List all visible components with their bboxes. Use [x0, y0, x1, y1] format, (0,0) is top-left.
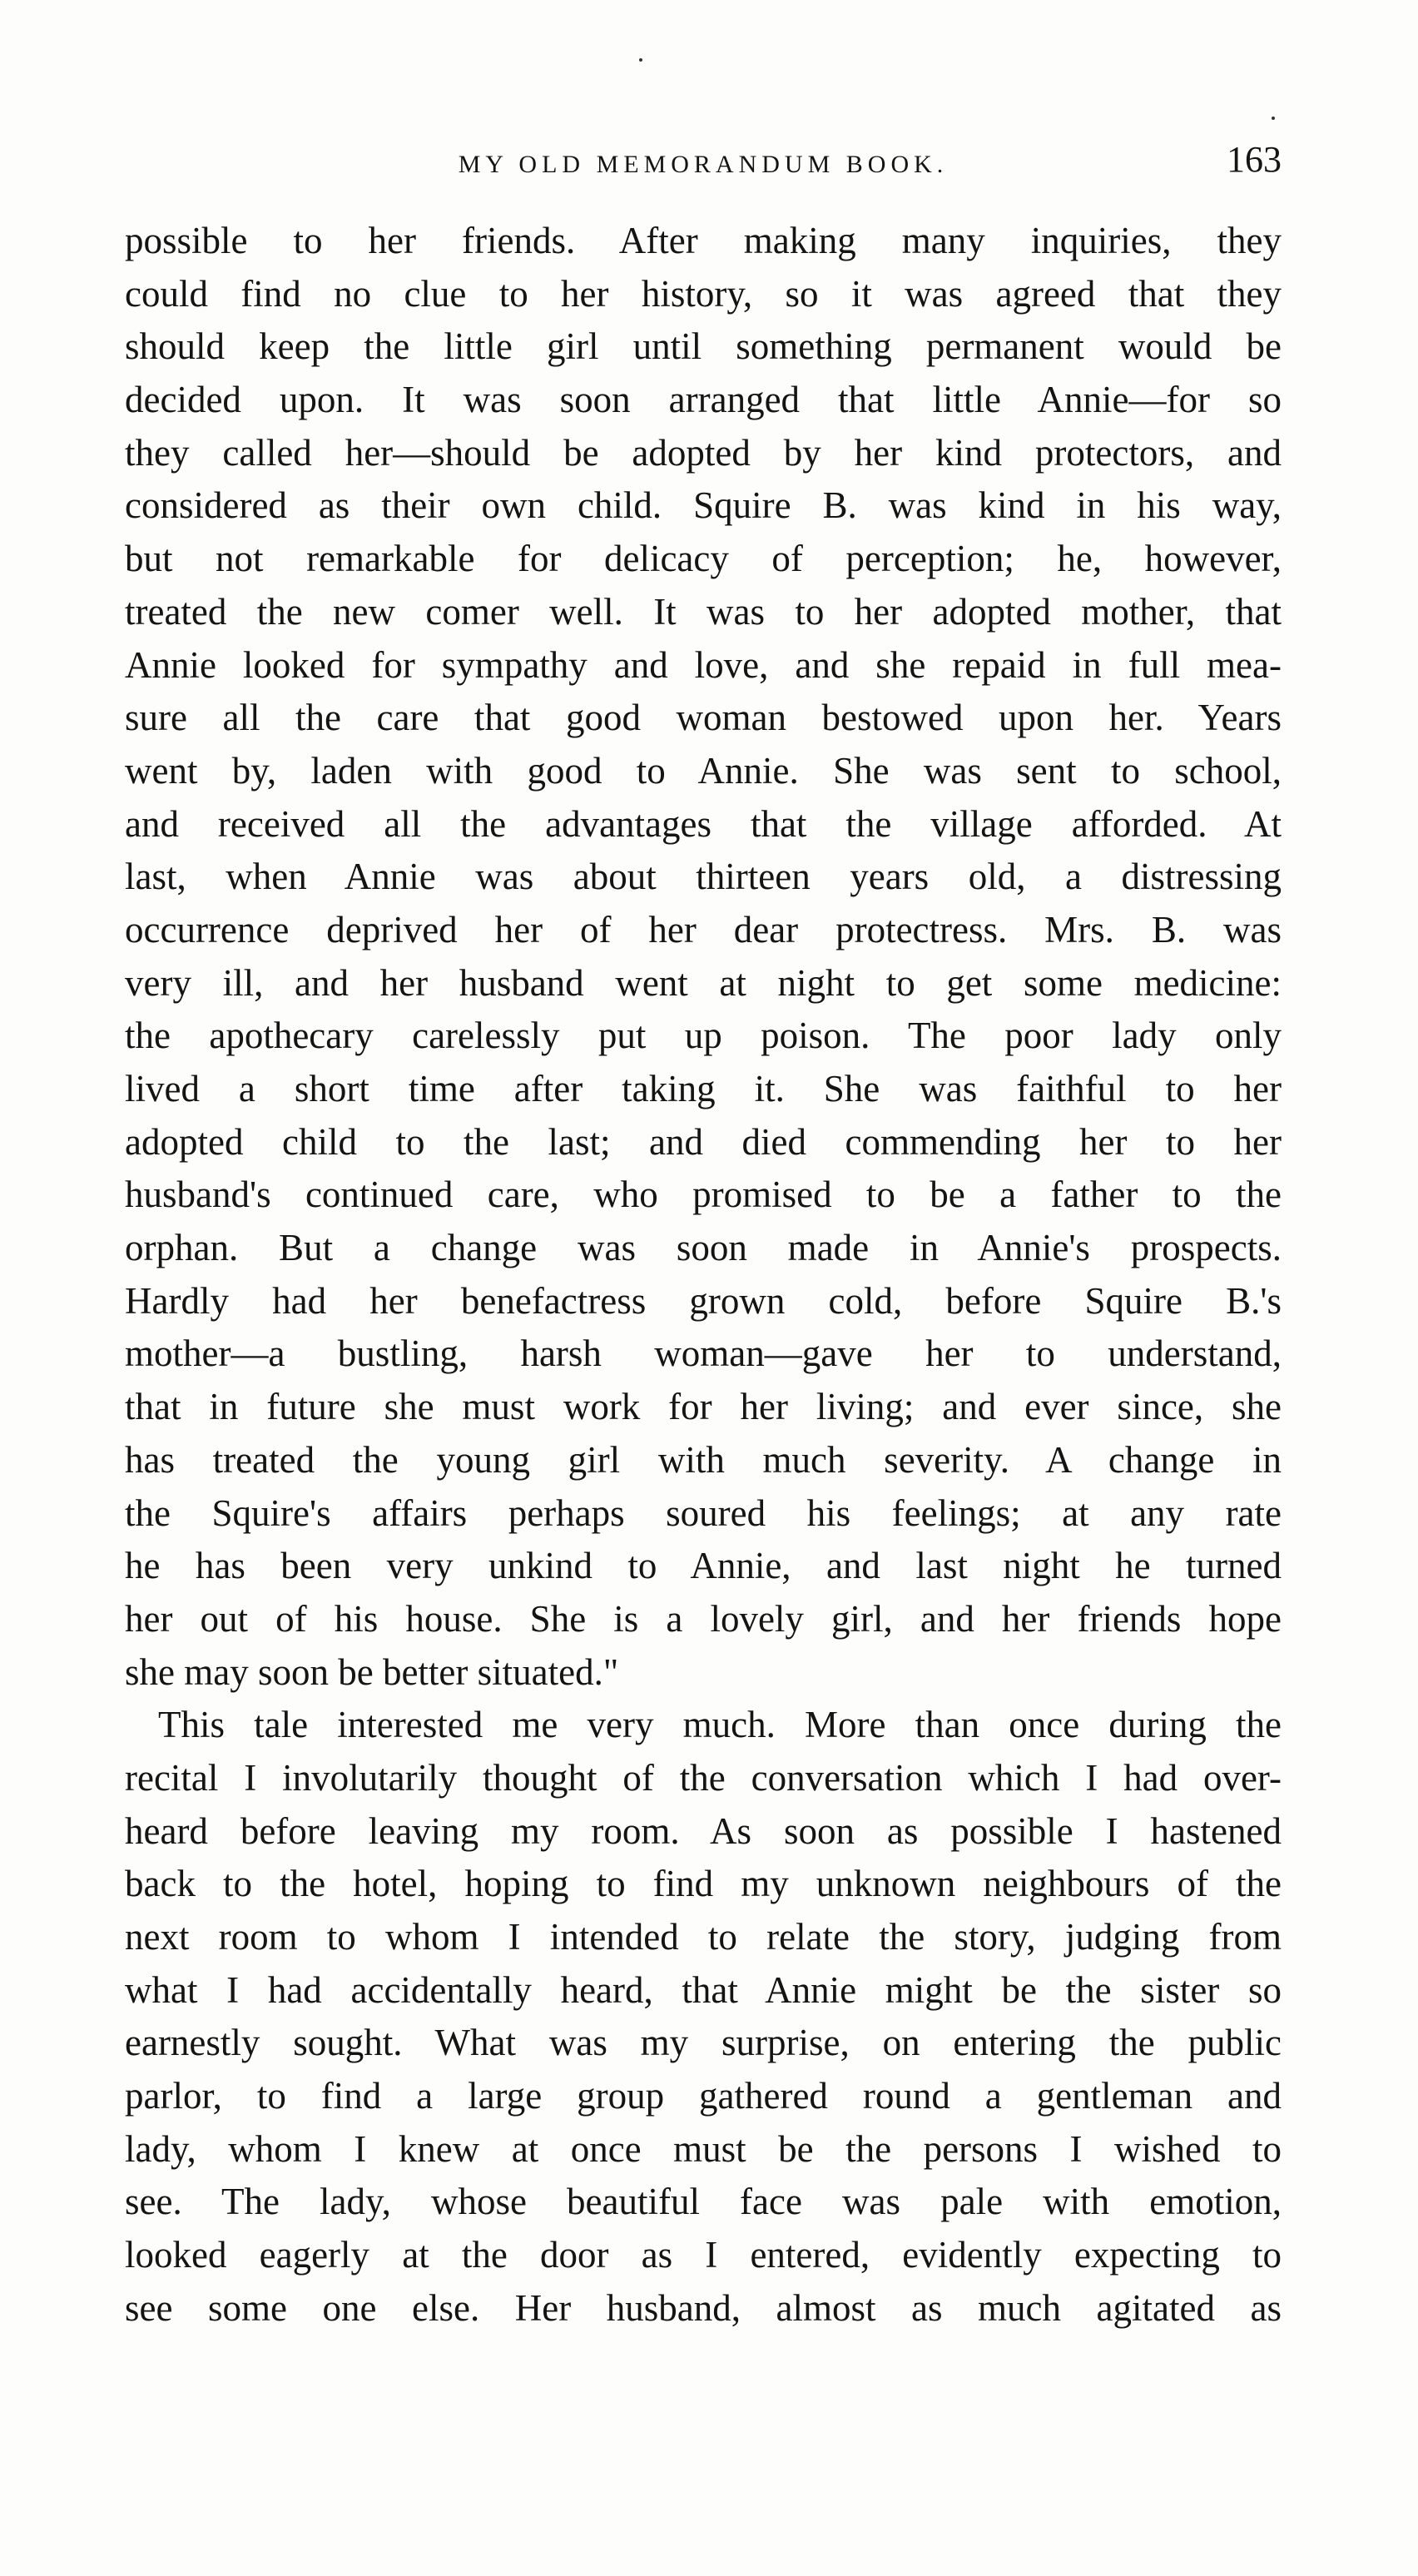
text-line: went by, laden with good to Annie. She was sent to school,: [125, 749, 1282, 792]
text-line: her out of his house. She is a lovely girl, and her friends hope: [125, 1597, 1282, 1640]
running-title: MY OLD MEMORANDUM BOOK.: [458, 151, 949, 178]
text-line: see. The lady, whose beautiful face was pale with emotion,: [125, 2181, 1282, 2223]
text-line: the apothecary carelessly put up poison. The poor lady only: [125, 1015, 1282, 1057]
text-line: mother—a bustling, harsh woman—gave her to understand,: [125, 1333, 1282, 1375]
text-line: but not remarkable for delicacy of perception; he, however,: [125, 538, 1282, 580]
text-line: looked eagerly at the door as I entered, evidently expecting to: [125, 2234, 1282, 2276]
text-line: parlor, to find a large group gathered round a gentleman and: [125, 2075, 1282, 2117]
text-line: should keep the little girl until something permanent would be: [125, 325, 1282, 368]
text-line: she may soon be better situated.": [125, 1650, 619, 1693]
page-number: 163: [1227, 139, 1282, 180]
text-line: that in future she must work for her living; and ever since, she: [125, 1386, 1282, 1428]
text-line: Annie looked for sympathy and love, and she repaid in full mea-: [125, 643, 1282, 686]
page-header: [125, 140, 1282, 190]
text-line: earnestly sought. What was my surprise, on entering the public: [125, 2022, 1282, 2064]
text-line: lady, whom I knew at once must be the persons I wished to: [125, 2127, 1282, 2170]
text-line: and received all the advantages that the village afforded. At: [125, 802, 1282, 845]
body-text: [125, 215, 1282, 2335]
text-line: next room to whom I intended to relate the story, judging from: [125, 1916, 1282, 1958]
text-line: Hardly had her benefactress grown cold, before Squire B.'s: [125, 1279, 1282, 1322]
text-line: they called her—should be adopted by her kind protectors, and: [125, 431, 1282, 474]
text-line: sure all the care that good woman bestowed upon her. Years: [125, 697, 1282, 739]
print-speck: [1272, 117, 1275, 120]
text-line: has treated the young girl with much severity. A change in: [125, 1438, 1282, 1481]
text-line: very ill, and her husband went at night to get some medicine:: [125, 961, 1282, 1004]
print-speck: [639, 58, 642, 62]
text-line: lived a short time after taking it. She was faithful to her: [125, 1068, 1282, 1109]
text-line: possible to her friends. After making many inquiries, they: [125, 220, 1282, 261]
text-line: This tale interested me very much. More than once during the: [158, 1704, 1282, 1746]
text-line: the Squire's affairs perhaps soured his feelings; at any rate: [125, 1491, 1282, 1534]
text-line: orphan. But a change was soon made in Annie's prospects.: [125, 1227, 1282, 1269]
text-line: see some one else. Her husband, almost as much agitated as: [125, 2286, 1282, 2329]
text-line: what I had accidentally heard, that Annie might be the sister so: [125, 1968, 1282, 2011]
text-line: he has been very unkind to Annie, and last night he turned: [125, 1545, 1282, 1587]
text-line: considered as their own child. Squire B. was kind in his way,: [125, 484, 1282, 527]
text-line: recital I involutarily thought of the conversation which I had over-: [125, 1756, 1282, 1799]
text-line: adopted child to the last; and died commending her to her: [125, 1120, 1282, 1163]
text-line: back to the hotel, hoping to find my unknown neighbours of the: [125, 1863, 1282, 1905]
text-line: occurrence deprived her of her dear protectress. Mrs. B. was: [125, 908, 1282, 950]
text-line: treated the new comer well. It was to her adopted mother, that: [125, 590, 1282, 633]
text-line: decided upon. It was soon arranged that little Annie—for so: [125, 379, 1282, 421]
text-line: husband's continued care, who promised to be a father to the: [125, 1174, 1282, 1216]
text-line: could find no clue to her history, so it was agreed that they: [125, 272, 1282, 315]
text-line: last, when Annie was about thirteen years old, a distressing: [125, 856, 1282, 898]
text-line: heard before leaving my room. As soon as possible I hastened: [125, 1809, 1282, 1852]
